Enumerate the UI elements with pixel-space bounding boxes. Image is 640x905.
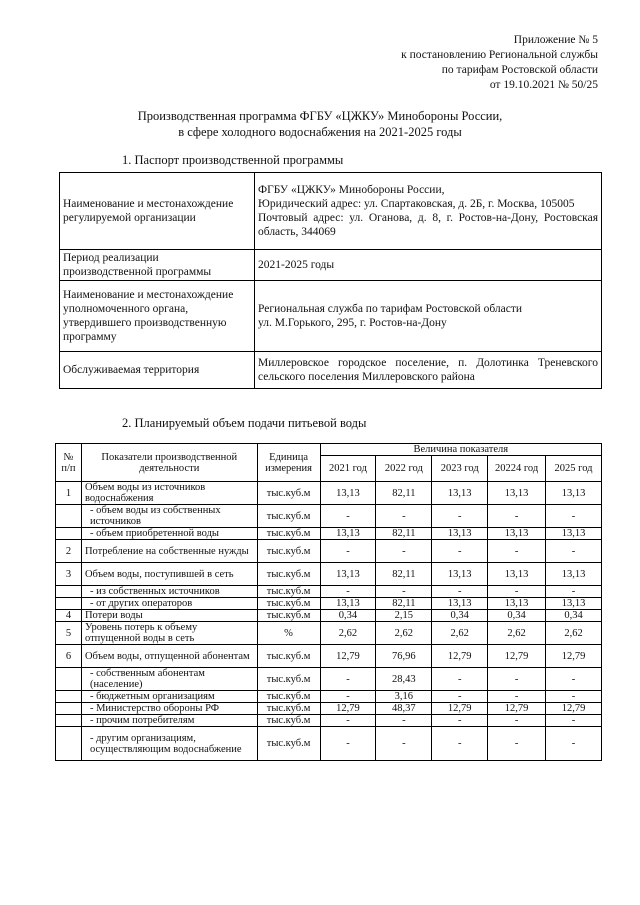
row-number	[56, 715, 82, 727]
passport-label: Период реализации производственной программы	[60, 250, 255, 281]
row-value: 13,13	[546, 563, 602, 586]
passport-value	[255, 250, 602, 281]
row-value: 13,13	[546, 598, 602, 610]
row-value: -	[376, 540, 432, 563]
row-value: 13,13	[320, 482, 376, 505]
row-value: -	[320, 586, 376, 598]
row-number	[56, 691, 82, 703]
row-value: 48,37	[376, 703, 432, 715]
row-value: 13,13	[546, 528, 602, 540]
row-value: 2,62	[488, 622, 546, 645]
table-row	[56, 598, 602, 610]
appendix-resolution: к постановлению Региональной службы	[401, 49, 598, 61]
table-row	[56, 622, 602, 645]
table-header-row	[56, 444, 602, 456]
row-value: 12,79	[432, 645, 488, 668]
row-value: -	[376, 715, 432, 727]
row-indicator: Объем воды, поступившей в сеть	[81, 563, 257, 586]
row-value: 13,13	[320, 528, 376, 540]
table-row	[56, 528, 602, 540]
row-value: 13,13	[488, 482, 546, 505]
table-row	[56, 505, 602, 528]
row-value: 0,34	[488, 610, 546, 622]
table-row	[56, 586, 602, 598]
row-number	[56, 727, 82, 761]
row-value: 12,79	[320, 645, 376, 668]
row-number: 3	[56, 563, 82, 586]
header-year: 20224 год	[488, 456, 546, 482]
row-number	[56, 586, 82, 598]
row-unit: тыс.куб.м	[257, 540, 320, 563]
title-line-1: Производственная программа ФГБУ «ЦЖКУ» Минобороны России,	[137, 109, 503, 123]
row-indicator: - прочим потребителям	[81, 715, 257, 727]
row-value: -	[320, 691, 376, 703]
row-value: 2,62	[376, 622, 432, 645]
header-indicator: Показатели производственной деятельности	[81, 444, 257, 482]
table-row	[56, 727, 602, 761]
row-value: -	[320, 727, 376, 761]
row-value: -	[320, 715, 376, 727]
passport-label: Наименование и местонахождение регулируемой организации	[60, 173, 255, 250]
row-value: -	[546, 715, 602, 727]
row-value: 2,62	[546, 622, 602, 645]
row-value: -	[320, 505, 376, 528]
row-value: 13,13	[320, 598, 376, 610]
row-value: 13,13	[432, 598, 488, 610]
row-indicator: - из собственных источников	[81, 586, 257, 598]
row-value: 3,16	[376, 691, 432, 703]
row-value: -	[376, 586, 432, 598]
passport-value	[255, 352, 602, 389]
table-row	[56, 610, 602, 622]
row-value: 12,79	[546, 703, 602, 715]
row-indicator: Потери воды	[81, 610, 257, 622]
passport-row	[60, 281, 602, 352]
row-indicator: - собственным абонентам (население)	[81, 668, 257, 691]
row-number	[56, 505, 82, 528]
row-number: 1	[56, 482, 82, 505]
row-number: 5	[56, 622, 82, 645]
header-year: 2025 год	[546, 456, 602, 482]
row-value: 0,34	[320, 610, 376, 622]
row-value: -	[432, 727, 488, 761]
row-unit: тыс.куб.м	[257, 586, 320, 598]
appendix-date: от 19.10.2021 № 50/25	[489, 79, 598, 91]
row-value: 13,13	[432, 528, 488, 540]
row-value: -	[320, 540, 376, 563]
header-year: 2022 год	[376, 456, 432, 482]
authority-name: Региональная служба по тарифам Ростовской области	[258, 303, 523, 315]
row-unit: тыс.куб.м	[257, 668, 320, 691]
org-name: ФГБУ «ЦЖКУ» Минобороны России,	[258, 184, 445, 196]
section-2-heading: 2. Планируемый объем подачи питьевой воды	[122, 416, 367, 430]
row-value: 13,13	[488, 563, 546, 586]
passport-row	[60, 250, 602, 281]
row-unit: тыс.куб.м	[257, 505, 320, 528]
row-value: -	[432, 668, 488, 691]
row-value: 2,15	[376, 610, 432, 622]
header-year: 2021 год	[320, 456, 376, 482]
row-value: -	[546, 505, 602, 528]
row-value: -	[488, 691, 546, 703]
row-value: 82,11	[376, 528, 432, 540]
row-value: 12,79	[488, 703, 546, 715]
row-unit: тыс.куб.м	[257, 598, 320, 610]
row-value: -	[488, 540, 546, 563]
row-indicator: - от других операторов	[81, 598, 257, 610]
row-value: -	[432, 586, 488, 598]
table-row	[56, 691, 602, 703]
territory-value: Миллеровское городское поселение, п. Долотинка Треневского сельского поселения Миллеровского района	[258, 357, 598, 383]
row-value: -	[376, 505, 432, 528]
row-unit: тыс.куб.м	[257, 482, 320, 505]
header-values-group: Величина показателя	[320, 444, 601, 456]
table-row	[56, 540, 602, 563]
table-row	[56, 668, 602, 691]
row-number: 6	[56, 645, 82, 668]
row-number: 2	[56, 540, 82, 563]
row-indicator: - бюджетным организациям	[81, 691, 257, 703]
title-line-2: в сфере холодного водоснабжения на 2021-2025 годы	[178, 125, 462, 139]
appendix-authority: по тарифам Ростовской области	[441, 64, 598, 76]
row-value: 13,13	[432, 563, 488, 586]
row-number	[56, 598, 82, 610]
authority-address: ул. М.Горького, 295, г. Ростов-на-Дону	[258, 317, 447, 329]
row-number: 4	[56, 610, 82, 622]
row-value: 28,43	[376, 668, 432, 691]
header-num: № п/п	[56, 444, 82, 482]
row-value: 13,13	[432, 482, 488, 505]
row-indicator: Потребление на собственные нужды	[81, 540, 257, 563]
header-year: 2023 год	[432, 456, 488, 482]
legal-address: Юридический адрес: ул. Спартаковская, д. 2Б, г. Москва, 105005	[258, 198, 575, 210]
table-row	[56, 482, 602, 505]
water-volume-table	[55, 443, 602, 761]
row-value: 13,13	[488, 598, 546, 610]
row-unit: тыс.куб.м	[257, 610, 320, 622]
passport-value	[255, 281, 602, 352]
row-value: -	[546, 691, 602, 703]
row-value: -	[488, 715, 546, 727]
row-value: 0,34	[432, 610, 488, 622]
appendix-number: Приложение № 5	[513, 34, 598, 46]
row-value: 12,79	[432, 703, 488, 715]
appendix-header	[401, 33, 598, 93]
row-value: -	[320, 668, 376, 691]
row-number	[56, 703, 82, 715]
row-value: -	[546, 668, 602, 691]
row-indicator: - объем приобретенной воды	[81, 528, 257, 540]
row-value: 12,79	[320, 703, 376, 715]
row-indicator: Объем воды, отпущенной абонентам	[81, 645, 257, 668]
row-indicator: - Министерство обороны РФ	[81, 703, 257, 715]
row-value: -	[546, 586, 602, 598]
row-unit: тыс.куб.м	[257, 528, 320, 540]
row-number	[56, 528, 82, 540]
row-value: -	[488, 727, 546, 761]
row-value: 76,96	[376, 645, 432, 668]
row-value: -	[546, 540, 602, 563]
row-value: -	[432, 505, 488, 528]
postal-address: Почтовый адрес: ул. Оганова, д. 8, г. Ростов-на-Дону, Ростовская область, 344069	[258, 212, 598, 238]
table-row	[56, 715, 602, 727]
row-value: -	[488, 668, 546, 691]
row-value: 2,62	[320, 622, 376, 645]
row-value: 0,34	[546, 610, 602, 622]
row-number	[56, 668, 82, 691]
table-body	[56, 482, 602, 761]
row-value: -	[432, 540, 488, 563]
row-value: -	[432, 691, 488, 703]
row-unit: тыс.куб.м	[257, 727, 320, 761]
table-row	[56, 563, 602, 586]
document-title	[0, 108, 640, 140]
row-unit: тыс.куб.м	[257, 645, 320, 668]
row-value: 82,11	[376, 482, 432, 505]
row-unit: тыс.куб.м	[257, 563, 320, 586]
row-value: 12,79	[546, 645, 602, 668]
row-unit: тыс.куб.м	[257, 691, 320, 703]
row-value: 13,13	[320, 563, 376, 586]
row-value: -	[488, 505, 546, 528]
header-unit: Единица измерения	[257, 444, 320, 482]
passport-row	[60, 352, 602, 389]
row-unit: тыс.куб.м	[257, 715, 320, 727]
table-row	[56, 703, 602, 715]
row-value: 12,79	[488, 645, 546, 668]
section-1-heading: 1. Паспорт производственной программы	[122, 153, 344, 167]
row-indicator: - объем воды из собственных источников	[81, 505, 257, 528]
period-value: 2021-2025 годы	[258, 259, 335, 271]
row-indicator: - другим организациям, осуществляющим водоснабжение	[81, 727, 257, 761]
row-value: -	[376, 727, 432, 761]
passport-label: Обслуживаемая территория	[60, 352, 255, 389]
row-value: 13,13	[546, 482, 602, 505]
passport-value	[255, 173, 602, 250]
row-value: 82,11	[376, 563, 432, 586]
row-value: -	[546, 727, 602, 761]
row-value: -	[488, 586, 546, 598]
row-value: 2,62	[432, 622, 488, 645]
row-value: 13,13	[488, 528, 546, 540]
row-unit: тыс.куб.м	[257, 703, 320, 715]
table-row	[56, 645, 602, 668]
row-value: -	[432, 715, 488, 727]
row-indicator: Уровень потерь к объему отпущенной воды в сеть	[81, 622, 257, 645]
row-value: 82,11	[376, 598, 432, 610]
row-indicator: Объем воды из источников водоснабжения	[81, 482, 257, 505]
passport-row	[60, 173, 602, 250]
passport-label: Наименование и местонахождение уполномоченного органа, утвердившего производственную программу	[60, 281, 255, 352]
passport-table	[59, 172, 602, 389]
row-unit: %	[257, 622, 320, 645]
